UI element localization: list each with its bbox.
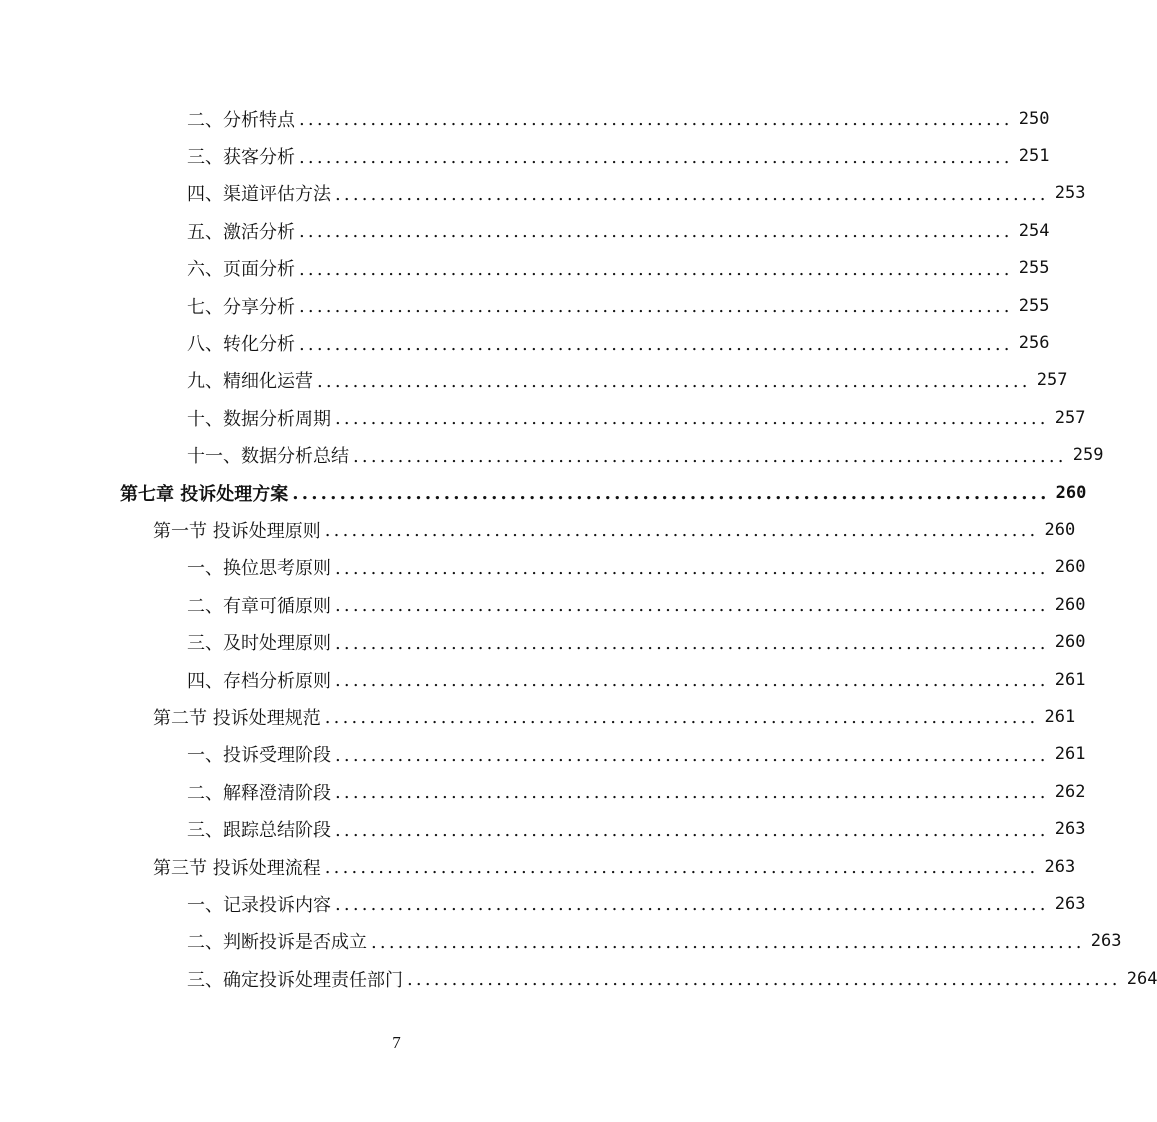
- toc-item-entry[interactable]: [0, 437, 1104, 474]
- toc-entry-page: 260: [1044, 519, 1076, 540]
- table-of-contents: [0, 100, 1157, 997]
- toc-entry-page: 260: [1054, 557, 1086, 578]
- toc-entry-title: 第二节 投诉处理规范: [153, 707, 321, 729]
- toc-dot-leader: ................................................................................: [299, 296, 1013, 318]
- toc-entry-title: 八、转化分析: [187, 334, 295, 356]
- toc-entry-page: 257: [1036, 370, 1068, 391]
- toc-item-entry[interactable]: [0, 923, 1122, 960]
- toc-entry-page: 250: [1018, 108, 1050, 129]
- toc-item-entry[interactable]: [0, 885, 1086, 922]
- toc-entry-page: 263: [1054, 893, 1086, 914]
- toc-item-entry[interactable]: [0, 586, 1086, 623]
- toc-entry-page: 259: [1072, 445, 1104, 466]
- toc-entry-page: 256: [1018, 333, 1050, 354]
- toc-entry-title: 第七章 投诉处理方案: [120, 483, 289, 505]
- toc-entry-title: 四、存档分析原则: [187, 670, 331, 692]
- toc-dot-leader: ................................................................................: [324, 857, 1039, 878]
- toc-entry-title: 第三节 投诉处理流程: [153, 857, 321, 879]
- toc-entry-title: 三、确定投诉处理责任部门: [187, 969, 403, 991]
- toc-entry-title: 十、数据分析周期: [187, 408, 331, 430]
- toc-item-entry[interactable]: [0, 736, 1086, 773]
- toc-entry-page: 255: [1018, 258, 1050, 279]
- toc-entry-page: 260: [1055, 482, 1087, 503]
- toc-dot-leader: ................................................................................: [353, 445, 1067, 467]
- toc-entry-page: 262: [1054, 781, 1086, 802]
- toc-entry-page: 261: [1054, 744, 1086, 765]
- toc-entry-page: 260: [1054, 632, 1086, 653]
- toc-dot-leader: ................................................................................: [299, 146, 1013, 168]
- toc-item-entry[interactable]: [0, 362, 1068, 399]
- toc-item-entry[interactable]: [0, 137, 1050, 174]
- toc-dot-leader: ................................................................................: [335, 670, 1049, 692]
- toc-entry-title: 一、投诉受理阶段: [187, 745, 331, 767]
- toc-item-entry[interactable]: [0, 175, 1086, 212]
- toc-entry-title: 二、有章可循原则: [187, 595, 331, 617]
- toc-entry-title: 三、获客分析: [187, 147, 295, 169]
- toc-entry-title: 第一节 投诉处理原则: [153, 520, 321, 542]
- toc-entry-title: 三、跟踪总结阶段: [187, 820, 331, 842]
- toc-entry-title: 二、判断投诉是否成立: [187, 932, 367, 954]
- toc-entry-page: 264: [1126, 968, 1157, 989]
- toc-dot-leader: ................................................................................: [299, 258, 1013, 280]
- toc-section-entry[interactable]: [0, 848, 1076, 885]
- toc-entry-title: 六、页面分析: [187, 259, 295, 281]
- toc-item-entry[interactable]: [0, 324, 1050, 361]
- toc-dot-leader: ................................................................................: [371, 931, 1085, 953]
- toc-dot-leader: ................................................................................: [335, 595, 1049, 617]
- toc-item-entry[interactable]: [0, 960, 1157, 997]
- toc-entry-page: 255: [1018, 295, 1050, 316]
- toc-dot-leader: ................................................................................: [335, 782, 1049, 804]
- toc-entry-page: 261: [1054, 669, 1086, 690]
- toc-entry-title: 二、分析特点: [187, 109, 295, 131]
- toc-entry-page: 253: [1054, 183, 1086, 204]
- toc-entry-page: 263: [1054, 819, 1086, 840]
- toc-dot-leader: ................................................................................: [299, 333, 1013, 355]
- toc-item-entry[interactable]: [0, 661, 1086, 698]
- toc-item-entry[interactable]: [0, 250, 1050, 287]
- toc-dot-leader: ................................................................................: [407, 969, 1121, 991]
- toc-entry-title: 一、换位思考原则: [187, 558, 331, 580]
- toc-dot-leader: ................................................................................: [292, 483, 1050, 505]
- toc-entry-title: 二、解释澄清阶段: [187, 782, 331, 804]
- toc-entry-page: 257: [1054, 407, 1086, 428]
- toc-item-entry[interactable]: [0, 623, 1086, 660]
- toc-dot-leader: ................................................................................: [317, 370, 1031, 392]
- toc-entry-page: 251: [1018, 146, 1050, 167]
- toc-section-entry[interactable]: [0, 511, 1076, 548]
- toc-item-entry[interactable]: [0, 399, 1086, 436]
- toc-entry-title: 九、精细化运营: [187, 371, 313, 393]
- toc-dot-leader: ................................................................................: [335, 557, 1049, 579]
- toc-dot-leader: ................................................................................: [335, 408, 1049, 430]
- toc-dot-leader: ................................................................................: [299, 221, 1013, 243]
- toc-entry-title: 七、分享分析: [187, 296, 295, 318]
- toc-entry-title: 三、及时处理原则: [187, 633, 331, 655]
- toc-item-entry[interactable]: [0, 549, 1086, 586]
- toc-dot-leader: ................................................................................: [324, 707, 1039, 729]
- toc-entry-title: 十一、数据分析总结: [187, 446, 349, 468]
- toc-dot-leader: ................................................................................: [335, 819, 1049, 841]
- toc-entry-page: 261: [1044, 706, 1076, 727]
- toc-entry-page: 263: [1090, 931, 1122, 952]
- toc-item-entry[interactable]: [0, 100, 1050, 137]
- toc-chapter-entry[interactable]: [0, 474, 1087, 511]
- toc-entry-page: 263: [1044, 856, 1076, 877]
- toc-dot-leader: ................................................................................: [335, 744, 1049, 766]
- toc-item-entry[interactable]: [0, 287, 1050, 324]
- toc-section-entry[interactable]: [0, 698, 1076, 735]
- toc-entry-title: 四、渠道评估方法: [187, 184, 331, 206]
- toc-item-entry[interactable]: [0, 810, 1086, 847]
- toc-item-entry[interactable]: [0, 773, 1086, 810]
- toc-entry-page: 254: [1018, 220, 1050, 241]
- toc-dot-leader: ................................................................................: [335, 894, 1049, 916]
- toc-item-entry[interactable]: [0, 212, 1050, 249]
- toc-entry-page: 260: [1054, 594, 1086, 615]
- toc-dot-leader: ................................................................................: [335, 632, 1049, 654]
- page-number: 7: [392, 1033, 401, 1052]
- toc-entry-title: 一、记录投诉内容: [187, 894, 331, 916]
- toc-dot-leader: ................................................................................: [324, 520, 1039, 542]
- toc-dot-leader: ................................................................................: [335, 183, 1049, 205]
- toc-entry-title: 五、激活分析: [187, 221, 295, 243]
- toc-dot-leader: ................................................................................: [299, 109, 1013, 131]
